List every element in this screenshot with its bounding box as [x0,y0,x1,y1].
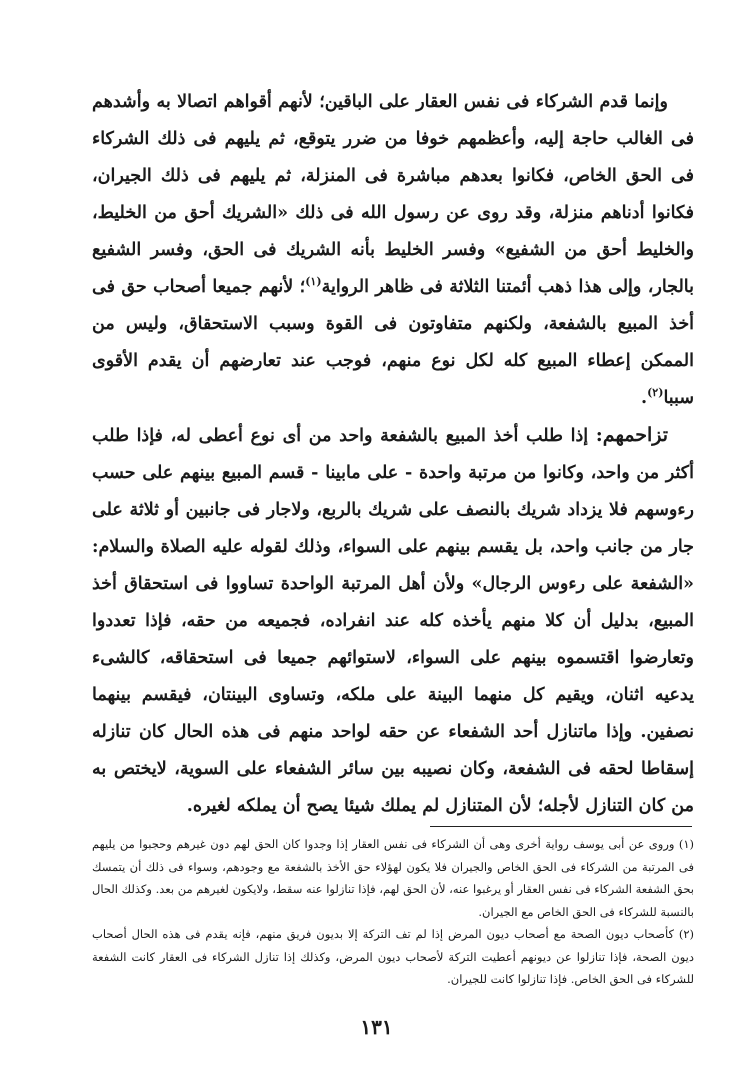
paragraph-priority [92,84,694,417]
footnotes [92,833,694,991]
paragraph-priority-text: وإنما قدم الشركاء فى نفس العقار على الباقين؛ لأنهم أقواهم اتصالا به وأشدهم فى الغالب حاجة إليه، وأعظمهم خوفا من ضرر يتوقع، ثم يليهم فى ذلك الشركاء فى الحق الخاص، فكانوا بعدهم مباشرة فى المنزلة، ثم يليهم فى ذلك الجيران، فكانوا أدناهم منزلة، وقد روى عن رسول الله فى ذلك «الشريك أحق من الخليط، والخليط أحق من الشفيع» وفسر الخليط بأنه الشريك فى الحق، وفسر الشفيع بالجار، وإلى هذا ذهب أئمتنا الثلاثة فى ظاهر الرواية [92,92,694,297]
paragraph-priority-tail: ؛ لأنهم جميعا أصحاب حق فى أخذ المبيع بالشفعة، ولكنهم متفاوتون فى القوة وسبب الاستحقاق، وليس من الممكن إعطاء المبيع كله لكل نوع منهم، فوجب عند تعارضهم أن يقدم الأقوى سببا [92,277,694,408]
footnote-2: (٢) كأصحاب ديون الصحة مع أصحاب ديون المرض إذا لم تف التركة إلا بديون فريق منهم، فإنه يقدم فى هذه الحال أصحاب ديون الصحة، فإذا تنازلوا عن ديونهم أعطيت التركة لأصحاب ديون المرض، وكذلك إذا تنازل الشركاء فى العقار كانت الشفعة للشركاء فى الحق الخاص. فإذا تنازلوا كانت للجيران. [92,927,694,986]
paragraph-priority-end: . [640,388,648,408]
page-number: ١٣١ [360,1015,393,1039]
footnote-ref-1[interactable]: (١) [305,275,322,289]
section-term-heading: تزاحمهم: [595,424,668,446]
footnote-separator [430,826,692,827]
paragraph-competition-text: إذا طلب أخذ المبيع بالشفعة واحد من أى نوع أعطى له، فإذا طلب أكثر من واحد، وكانوا من مرتبة واحدة - على مابينا - قسم المبيع بينهم على حسب رءوسهم فلا يزداد شريك بالنصف على شريك بالربع، ولاجار فى جانبين أو ثلاثة على جار من جانب واحد، بل يقسم بينهم على السواء، وذلك لقوله عليه الصلاة والسلام: «الشفعة على رءوس الرجال» ولأن أهل المرتبة الواحدة تساووا فى استحقاق أخذ المبيع، بدليل أن كلا منهم يأخذه كله عند انفراده، فجميعه من حقه، فإذا تعددوا وتعارضوا اقتسموه بينهم على السواء، لاستوائهم جميعا فى استحقاقه، كالشىء يدعيه اثنان، ويقيم كل منهما البينة على ملكه، وتساوى البينتان، فيقسم بينهما نصفين. وإذا ماتنازل أحد الشفعاء عن حقه لواحد منهم فى هذه الحال كان تنازله إسقاطا لحقه فى الشفعة، وكان نصيبه بين سائر الشفعاء على السوية، لايختص به من كان التنازل لأجله؛ لأن المتنازل لم يملك شيئا يصح أن يملكه لغيره. [92,426,694,816]
footnote-1: (١) وروى عن أبى يوسف رواية أخرى وهى أن الشركاء فى نفس العقار إذا وجدوا كان الحق لهم دون غيرهم وحجبوا من يليهم فى المرتبة من الشركاء فى الحق الخاص والجيران فلا يكون لهؤلاء حق الأخذ بالشفعة مع وجودهم، وسواء فى ذلك أن يتمسك بحق الشفعة الشركاء فى نفس العقار أو يرغبوا عنه، لأن الحق لهم، فإذا تنازلوا عنه سقط، ولايكون لغيرهم من بعد. وكذلك الحال بالنسبة للشركاء فى الحق الخاص مع الجيران. [92,837,694,919]
main-text [92,84,694,825]
footnote-ref-2[interactable]: (٢) [647,386,664,400]
paragraph-competition [92,417,694,825]
